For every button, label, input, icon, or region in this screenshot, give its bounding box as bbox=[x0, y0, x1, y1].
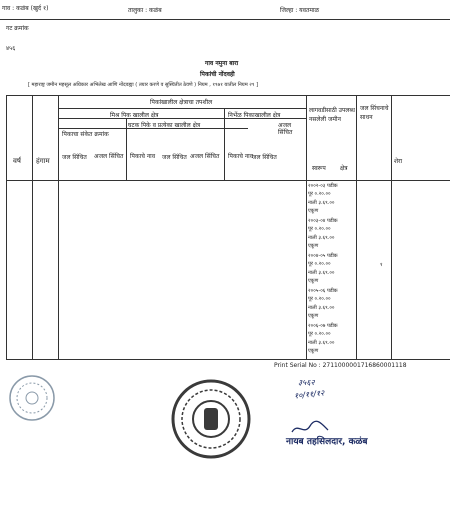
form-rule: [ महाराष्ट्र जमीन महसूल अधिकार अभिलेख आणि नोंदवह्या ( तयार करणे व सुस्थितीत ठेवणे ) नियम , १९७१ यातील नियम २९ ] bbox=[28, 82, 259, 88]
entry-mark: १ bbox=[380, 262, 383, 268]
col-crop-name-a: पिकाचे नाव bbox=[130, 153, 156, 160]
col-crop-area: पिकांखालील क्षेत्राचा तपशील bbox=[150, 99, 213, 106]
col-year: वर्ष bbox=[13, 157, 21, 165]
col-pure-area: निर्भेळ पिकाखालील क्षेत्र bbox=[228, 112, 281, 119]
col-unirrigated-c: अजल सिंचित bbox=[190, 153, 220, 160]
header-divider bbox=[0, 19, 450, 20]
col-mixed-code: पिकाचा संकेत क्रमांक bbox=[62, 131, 109, 138]
print-serial: Print Serial No : 2711000001716860001118 bbox=[274, 362, 407, 369]
col-crop-name-b: पिकाचे नाव bbox=[228, 153, 254, 160]
account-label: गट क्रमांक bbox=[6, 25, 29, 32]
handwritten-date: १०/११/१२ bbox=[293, 388, 325, 401]
form-title: गाव नमुना बारा bbox=[205, 60, 239, 67]
col-remarks: शेरा bbox=[394, 158, 403, 165]
col-mixed: मिश्र पिक खालील क्षेत्र bbox=[110, 112, 159, 119]
village-field: गाव : कळंब (खुर्द १) bbox=[2, 5, 49, 12]
account-value: ४५६ bbox=[6, 45, 16, 52]
list-item: २००६-०७ पडीक पूर ०.२०.०० नाली ३.६९.०० एकूण bbox=[308, 323, 338, 355]
col-irrigated-a: जल सिंचित bbox=[62, 154, 87, 161]
office-seal-right bbox=[170, 378, 252, 460]
col-unirrigated-a: अजल सिंचित bbox=[278, 122, 293, 136]
col-uncultivable: लागवडीसाठी उपलब्ध नसलेली जमीन bbox=[309, 107, 355, 123]
list-item: २००३-०४ पडीक पूर ०.२०.०० नाली ३.६९.०० एकूण bbox=[308, 218, 338, 250]
district-field: जिल्हा : यवतमाळ bbox=[280, 7, 320, 14]
col-irrigated-c: जल सिंचित bbox=[252, 154, 277, 161]
office-seal-left bbox=[8, 374, 56, 422]
taluka-field: तालुका : कळंब bbox=[128, 7, 162, 14]
list-item: २००२-०३ पडीक पूर ०.२०.०० नाली ३.६९.०० एकूण bbox=[308, 183, 338, 215]
col-season: हंगाम bbox=[36, 157, 50, 165]
col-irrigation-source: जल सिंचनाचे साधन bbox=[360, 105, 389, 121]
col-area: क्षेत्र bbox=[340, 165, 348, 172]
col-component-crops: घटक पिके व प्रत्येका खालील क्षेत्र bbox=[128, 122, 201, 129]
signature-caption: नायब तहसिलदार, कळंब bbox=[286, 437, 368, 447]
handwritten-number: ३५६२ bbox=[298, 378, 315, 387]
col-nature: स्वरूप bbox=[312, 165, 326, 172]
form-subtitle: पिकांची नोंदवही bbox=[200, 71, 235, 78]
col-irrigated-b: जल सिंचित bbox=[162, 154, 187, 161]
list-item: २००५-०६ पडीक पूर ०.२०.०० नाली ३.६९.०० एकूण bbox=[308, 288, 338, 320]
col-unirrigated-b: अजल सिंचित bbox=[94, 153, 124, 160]
list-item: २००४-०५ पडीक पूर ०.२०.०० नाली ३.६९.०० एकूण bbox=[308, 253, 338, 285]
